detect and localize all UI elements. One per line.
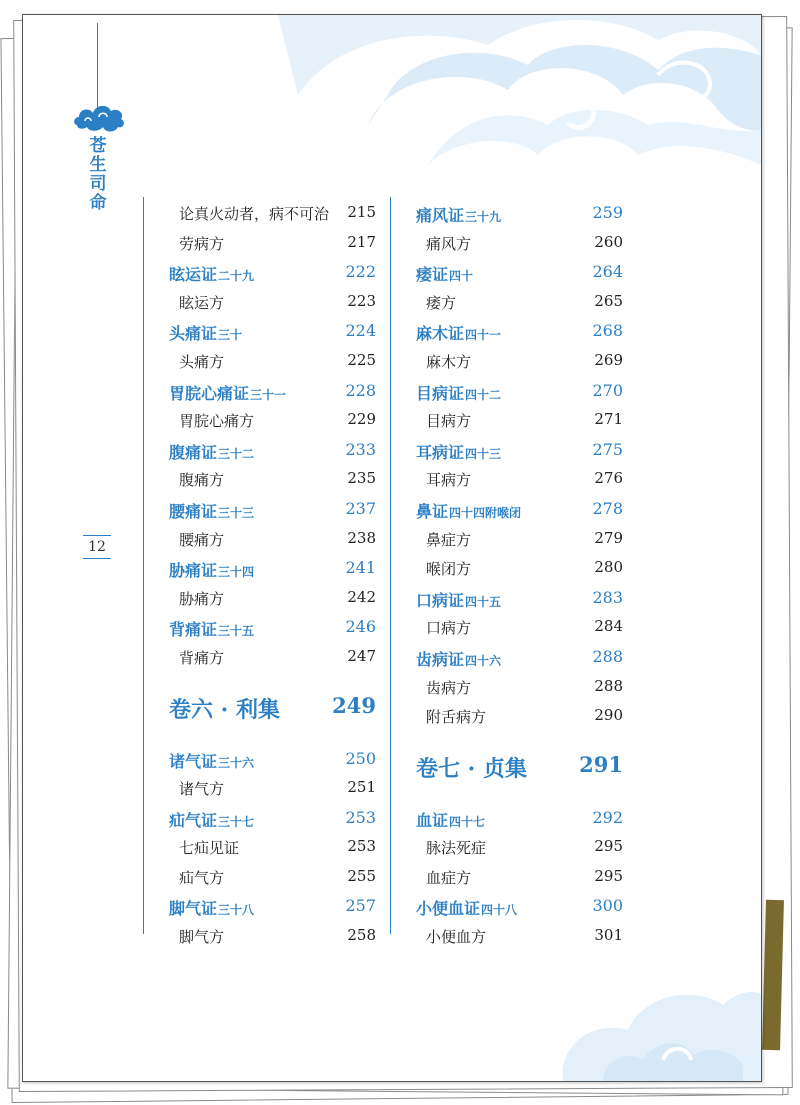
toc-entry-page: 257 [345, 896, 376, 916]
toc-entry-label [169, 749, 254, 772]
toc-entry-label [426, 410, 471, 431]
toc-entry-ordinal: 三十一 [250, 387, 287, 402]
toc-entry-page: 292 [592, 807, 623, 827]
toc-entry-title: 痛风方 [426, 234, 472, 253]
book-title-vertical: 苍生司命 [89, 136, 107, 213]
toc-entry-page: 284 [594, 617, 623, 636]
toc-item-entry[interactable] [391, 861, 623, 891]
toc-entry-label [426, 867, 471, 888]
toc-entry-title: 口病方 [426, 619, 472, 638]
toc-section-entry[interactable] [391, 434, 623, 464]
toc-entry-title: 口病证 [416, 590, 465, 610]
toc-entry-ordinal: 四十二 [465, 387, 502, 402]
toc-entry-title: 齿病证 [416, 649, 465, 669]
toc-item-entry[interactable] [144, 345, 376, 375]
toc-entry-label [426, 469, 471, 490]
toc-item-entry[interactable] [391, 345, 623, 375]
toc-entry-page: 224 [345, 321, 376, 341]
toc-entry-label [169, 262, 254, 285]
toc-entry-title: 疝气证 [169, 810, 218, 830]
toc-entry-page: 222 [345, 262, 376, 282]
toc-entry-label [169, 617, 254, 640]
toc-entry-page: 253 [345, 807, 376, 827]
toc-section-entry[interactable] [144, 802, 376, 832]
toc-section-entry[interactable] [144, 611, 376, 641]
toc-section-entry[interactable] [144, 552, 376, 582]
toc-section-entry[interactable] [391, 890, 623, 920]
hanging-string [97, 23, 98, 108]
toc-entry-label [426, 233, 471, 254]
toc-entry-title: 小便血方 [426, 928, 487, 947]
toc-section-entry[interactable] [391, 641, 623, 671]
toc-entry-label [169, 499, 254, 522]
toc-entry-label [179, 233, 224, 254]
toc-entry-title: 血症方 [426, 868, 472, 887]
toc-entry-title: 卷七 · 贞集 [416, 755, 527, 782]
toc-entry-label [179, 351, 224, 372]
toc-item-entry[interactable] [391, 700, 623, 730]
toc-entry-label [169, 896, 254, 919]
toc-entry-page: 237 [345, 498, 376, 518]
toc-entry-page: 301 [594, 926, 623, 945]
toc-entry-ordinal: 四十四附喉闭 [449, 505, 522, 520]
toc-section-entry[interactable] [144, 890, 376, 920]
toc-entry-ordinal: 四十八 [481, 903, 518, 918]
toc-item-entry[interactable] [144, 286, 376, 316]
toc-entry-page: 229 [347, 410, 376, 429]
toc-entry-page: 276 [594, 469, 623, 488]
toc-entry-ordinal: 三十二 [218, 446, 255, 461]
toc-entry-ordinal: 四十 [449, 269, 474, 284]
toc-entry-page: 270 [592, 380, 623, 400]
toc-entry-label [179, 469, 224, 490]
toc-section-entry[interactable] [391, 582, 623, 612]
toc-entry-page: 275 [592, 439, 623, 459]
toc-entry-label [179, 410, 254, 431]
toc-entry-label [179, 778, 224, 799]
toc-entry-page: 223 [347, 291, 376, 310]
toc-entry-ordinal: 四十七 [449, 814, 486, 829]
toc-item-entry[interactable] [391, 404, 623, 434]
toc-entry-page: 258 [347, 926, 376, 945]
toc-entry-label [179, 292, 224, 313]
toc-entry-page: 295 [594, 866, 623, 885]
toc-item-entry[interactable] [144, 582, 376, 612]
toc-entry-label [426, 351, 471, 372]
toc-item-entry[interactable] [144, 523, 376, 553]
toc-entry-title: 附舌病方 [426, 708, 487, 727]
toc-entry-label [426, 677, 471, 698]
toc-entry-title: 耳病方 [426, 471, 472, 490]
toc-item-entry[interactable] [391, 552, 623, 582]
page-number-rule-bottom [83, 558, 111, 559]
toc-entry-label [179, 529, 224, 550]
toc-entry-label [169, 693, 280, 724]
toc-entry-title: 背痛方 [179, 648, 225, 667]
toc-section-entry[interactable] [391, 493, 623, 523]
toc-entry-title: 腰痛方 [179, 530, 225, 549]
toc-entry-label [416, 321, 501, 344]
toc-section-entry[interactable] [391, 375, 623, 405]
toc-entry-ordinal: 三十六 [218, 755, 255, 770]
toc-section-entry[interactable] [144, 743, 376, 773]
toc-entry-label [179, 867, 224, 888]
toc-entry-label [169, 808, 254, 831]
toc-entry-title: 头痛证 [169, 324, 218, 344]
toc-item-entry[interactable] [144, 227, 376, 257]
toc-entry-title: 目病方 [426, 412, 472, 431]
toc-entry-label [179, 837, 239, 858]
toc-entry-page: 288 [592, 646, 623, 666]
toc-entry-label [426, 529, 471, 550]
toc-entry-title: 痿证 [416, 265, 449, 285]
toc-entry-title: 脚气方 [179, 928, 225, 947]
toc-entry-page: 246 [345, 617, 376, 637]
toc-item-entry[interactable] [144, 772, 376, 802]
toc-entry-ordinal: 三十三 [218, 505, 255, 520]
toc-entry-title: 喉闭方 [426, 560, 472, 579]
toc-entry-label [426, 292, 456, 313]
toc-item-entry[interactable] [391, 611, 623, 641]
toc-entry-label [416, 588, 501, 611]
toc-entry-page: 235 [347, 469, 376, 488]
toc-entry-ordinal: 三十七 [218, 814, 255, 829]
toc-entry-title: 腰痛证 [169, 501, 218, 521]
toc-entry-label [426, 926, 486, 947]
toc-entry-page: 260 [594, 232, 623, 251]
toc-entry-title: 论真火动者，病不可治 [179, 205, 330, 223]
toc-item-entry[interactable] [391, 286, 623, 316]
toc-item-entry[interactable] [391, 671, 623, 701]
toc-section-entry[interactable] [391, 197, 623, 227]
toc-entry-title: 鼻证 [416, 501, 449, 521]
toc-section-entry[interactable] [144, 434, 376, 464]
toc-entry-label [416, 203, 501, 226]
toc-entry-label [426, 558, 471, 579]
toc-entry-title: 小便血证 [416, 899, 481, 919]
toc-entry-title: 背痛证 [169, 620, 218, 640]
toc-entry-label [416, 381, 501, 404]
toc-entry-page: 283 [592, 587, 623, 607]
toc-entry-label [416, 647, 501, 670]
toc-entry-page: 279 [594, 528, 623, 547]
toc-entry-label [426, 706, 486, 727]
cloud-decoration-top [278, 15, 761, 185]
toc-entry-label [426, 617, 471, 638]
toc-entry-page: 249 [332, 692, 376, 718]
toc-entry-label [416, 262, 473, 285]
toc-entry-title: 劳病方 [179, 234, 225, 253]
toc-entry-title: 胃脘心痛证 [169, 383, 250, 403]
toc-entry-page: 291 [579, 751, 623, 777]
toc-entry-ordinal: 四十六 [465, 653, 502, 668]
toc-entry-title: 腹痛方 [179, 471, 225, 490]
toc-entry-title: 卷六 · 利集 [169, 696, 280, 723]
toc-entry-title: 痛风证 [416, 206, 465, 225]
toc-column-right [390, 197, 623, 947]
toc-item-entry[interactable] [144, 861, 376, 891]
toc-entry-page: 238 [347, 528, 376, 547]
toc-entry-ordinal: 三十八 [218, 903, 255, 918]
toc-entry-label [169, 381, 286, 404]
toc-entry-page: 241 [345, 558, 376, 578]
toc-section-entry[interactable] [391, 315, 623, 345]
toc-entry-page: 225 [347, 350, 376, 369]
toc-volume-heading[interactable] [391, 730, 623, 802]
toc-entry-label [179, 647, 224, 668]
toc-entry-page: 228 [345, 380, 376, 400]
toc-entry-page: 253 [347, 837, 376, 856]
toc-entry-ordinal: 四十三 [465, 446, 502, 461]
toc-entry-page: 250 [345, 748, 376, 768]
toc-entry-label [179, 926, 224, 947]
page-number-block [83, 535, 111, 559]
toc-entry-page: 215 [347, 203, 376, 221]
toc-entry-ordinal: 三十四 [218, 565, 255, 580]
toc-entry-title: 七疝见证 [179, 839, 240, 858]
toc-entry-title: 胁痛方 [179, 589, 225, 608]
toc-section-entry[interactable] [144, 256, 376, 286]
toc-entry-title: 目病证 [416, 383, 465, 403]
toc-entry-title: 麻木方 [426, 352, 472, 371]
toc-entry-title: 腹痛证 [169, 442, 218, 462]
toc-entry-label [416, 499, 521, 522]
toc-entry-ordinal: 三十九 [465, 210, 502, 224]
toc-entry-page: 255 [347, 866, 376, 885]
toc-entry-label [416, 440, 501, 463]
cloud-icon [71, 97, 127, 137]
toc-entry-page: 290 [594, 706, 623, 725]
toc-entry-ordinal: 三十 [218, 328, 243, 343]
toc-item-entry[interactable] [144, 463, 376, 493]
toc-entry-label [169, 440, 254, 463]
toc-item-entry[interactable] [144, 197, 376, 227]
toc-entry-title: 齿病方 [426, 678, 472, 697]
page-number: 12 [88, 539, 106, 555]
toc-volume-heading[interactable] [144, 671, 376, 743]
toc-entry-page: 278 [592, 498, 623, 518]
toc-entry-label [169, 321, 242, 344]
toc-entry-page: 264 [592, 262, 623, 282]
toc-entry-title: 胁痛证 [169, 561, 218, 581]
toc-entry-page: 233 [345, 439, 376, 459]
toc-entry-page: 259 [592, 203, 623, 222]
toc-item-entry[interactable] [144, 920, 376, 950]
toc-entry-title: 头痛方 [179, 352, 225, 371]
toc-entry-page: 265 [594, 291, 623, 310]
toc-item-entry[interactable] [391, 463, 623, 493]
toc-entry-page: 300 [592, 896, 623, 916]
toc-section-entry[interactable] [144, 315, 376, 345]
toc-item-entry[interactable] [144, 641, 376, 671]
toc-item-entry[interactable] [144, 831, 376, 861]
toc-entry-label [179, 588, 224, 609]
toc-entry-page: 280 [594, 558, 623, 577]
toc-entry-title: 痿方 [426, 293, 457, 312]
toc-entry-ordinal: 四十五 [465, 594, 502, 609]
toc-item-entry[interactable] [144, 404, 376, 434]
toc-entry-page: 269 [594, 350, 623, 369]
toc-entry-title: 胃脘心痛方 [179, 412, 255, 431]
toc-entry-page: 242 [347, 587, 376, 606]
toc-section-entry[interactable] [391, 802, 623, 832]
toc-entry-ordinal: 二十九 [218, 269, 255, 284]
toc-entry-title: 耳病证 [416, 442, 465, 462]
toc-entry-page: 271 [594, 410, 623, 429]
toc-column-left [143, 197, 376, 947]
toc-entry-ordinal: 三十五 [218, 624, 255, 639]
toc-entry-ordinal: 四十一 [465, 328, 502, 343]
toc-entry-label [416, 752, 527, 783]
toc-entry-title: 疝气方 [179, 868, 225, 887]
toc-entry-title: 血证 [416, 810, 449, 830]
toc-entry-title: 脚气证 [169, 899, 218, 919]
toc-entry-title: 眩运方 [179, 293, 225, 312]
toc-entry-title: 诸气方 [179, 780, 225, 799]
toc-entry-label [169, 558, 254, 581]
toc-section-entry[interactable] [391, 256, 623, 286]
toc-entry-page: 295 [594, 837, 623, 856]
toc-item-entry[interactable] [391, 920, 623, 950]
book-page [22, 14, 762, 1082]
toc-entry-title: 鼻症方 [426, 530, 472, 549]
toc-entry-page: 268 [592, 321, 623, 341]
toc-item-entry[interactable] [391, 523, 623, 553]
toc-entry-title: 麻木证 [416, 324, 465, 344]
toc-section-entry[interactable] [144, 375, 376, 405]
toc-entry-title: 诸气证 [169, 751, 218, 771]
toc-entry-label [426, 837, 486, 858]
toc-entry-title: 脉法死症 [426, 839, 487, 858]
toc-entry-label [416, 808, 485, 831]
toc-entry-label [416, 896, 517, 919]
toc-entry-page: 217 [347, 232, 376, 251]
cloud-decoration-bottom [543, 945, 761, 1081]
toc-entry-page: 288 [594, 676, 623, 695]
toc-entry-page: 251 [347, 778, 376, 797]
toc-item-entry[interactable] [391, 227, 623, 257]
toc-entry-title: 眩运证 [169, 265, 218, 285]
toc-item-entry[interactable] [391, 831, 623, 861]
toc-entry-label [179, 203, 329, 224]
toc-section-entry[interactable] [144, 493, 376, 523]
toc-entry-page: 247 [347, 646, 376, 665]
